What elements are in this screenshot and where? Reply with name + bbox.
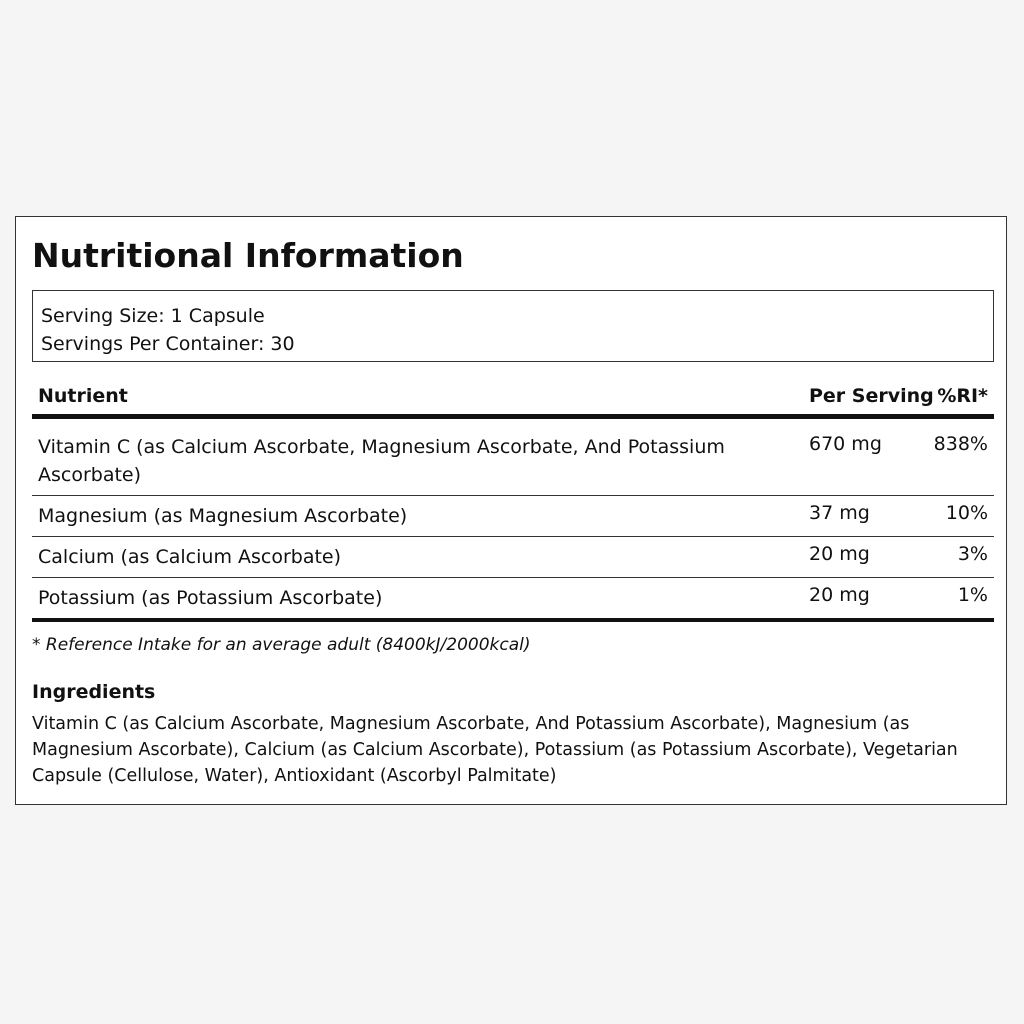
- table-row: [32, 419, 994, 496]
- ingredients-heading: Ingredients: [32, 681, 156, 703]
- servings-per-container: Servings Per Container: 30: [41, 333, 295, 355]
- per-serving-value: 20 mg: [809, 584, 870, 606]
- ri-value: 3%: [957, 543, 988, 565]
- header-nutrient: Nutrient: [38, 385, 128, 407]
- ri-value: 10%: [945, 502, 988, 524]
- ri-value: 1%: [957, 584, 988, 606]
- header-per-serving: Per Serving: [809, 385, 934, 407]
- serving-info-box: [32, 290, 994, 362]
- reference-intake-footnote: * Reference Intake for an average adult (8400kJ/2000kcal): [32, 635, 531, 655]
- per-serving-value: 670 mg: [809, 433, 882, 455]
- ri-value: 838%: [933, 433, 988, 455]
- nutrient-name: Calcium (as Calcium Ascorbate): [38, 546, 342, 568]
- table-row: [32, 578, 994, 622]
- table-row: [32, 496, 994, 537]
- nutrient-name: Magnesium (as Magnesium Ascorbate): [38, 505, 408, 527]
- nutrient-name: Potassium (as Potassium Ascorbate): [38, 587, 383, 609]
- header-ri: %RI*: [937, 385, 988, 407]
- table-header: [32, 372, 994, 419]
- nutrition-panel: [15, 216, 1007, 805]
- nutrient-table: [32, 372, 994, 622]
- serving-size: Serving Size: 1 Capsule: [41, 305, 265, 327]
- per-serving-value: 37 mg: [809, 502, 870, 524]
- ingredients-text: Vitamin C (as Calcium Ascorbate, Magnesium Ascorbate, And Potassium Ascorbate), Magnesium (as Magnesium Ascorbate), Calcium (as Calcium Ascorbate), Potassium (as Potassium Ascorbate), Vegetarian Capsule (Cellulose, Water), Antioxidant (Ascorbyl Palmitate): [32, 714, 958, 786]
- table-row: [32, 537, 994, 578]
- per-serving-value: 20 mg: [809, 543, 870, 565]
- nutrient-name: Vitamin C (as Calcium Ascorbate, Magnesium Ascorbate, And Potassium Ascorbate): [38, 436, 725, 486]
- page-title: Nutritional Information: [32, 236, 464, 275]
